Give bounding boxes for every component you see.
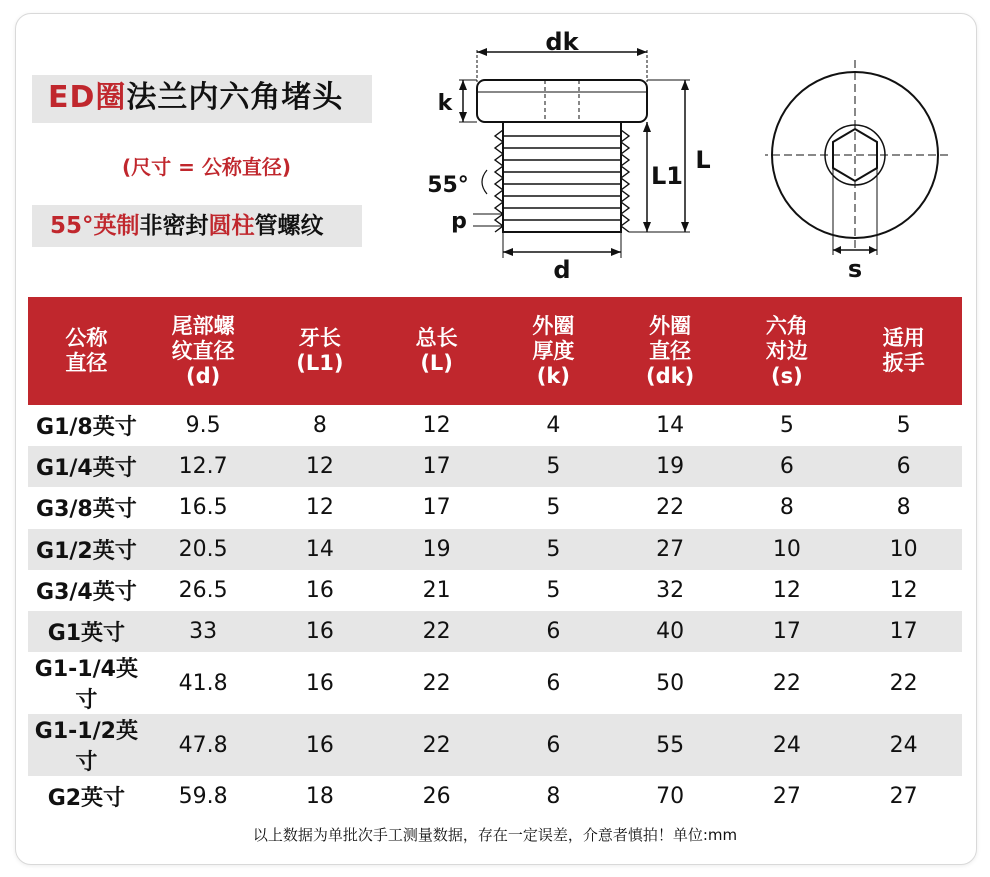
value-cell: 6 [546, 670, 561, 696]
column-header-line: (dk) [646, 363, 695, 388]
size-cell: G1/8英寸 [36, 415, 137, 441]
value-cell: 5 [896, 413, 911, 439]
value-cell: 4 [546, 413, 561, 439]
value-cell: 17 [422, 495, 451, 521]
thread-standard: 55°英制 [50, 213, 140, 239]
thread-form: 圆柱 [208, 213, 255, 239]
value-cell: 12 [889, 577, 918, 603]
value-cell: 50 [656, 670, 685, 696]
value-cell: 22 [889, 670, 918, 696]
title-rest: 法兰内六角堵头 [126, 80, 344, 115]
value-cell: 6 [495, 611, 612, 652]
column-header-line: 扳手 [882, 351, 925, 375]
product-title [48, 78, 343, 118]
value-cell: 22 [378, 611, 495, 652]
d-label: d [553, 256, 571, 284]
value-cell: 22 [378, 714, 495, 776]
value-cell: 12 [772, 577, 801, 603]
angle-label: 55° [427, 173, 469, 198]
value-cell: 24 [845, 714, 962, 776]
table-row [28, 652, 962, 714]
size-cell: G2英寸 [47, 786, 126, 812]
column-header-line: 公称 [65, 326, 108, 350]
value-cell: 22 [422, 670, 451, 696]
value-cell: 27 [772, 784, 801, 810]
column-header [729, 297, 846, 405]
value-cell: 12 [422, 413, 451, 439]
value-cell: 47.8 [145, 714, 262, 776]
column-header-line: (s) [771, 363, 803, 388]
value-cell: 22 [772, 670, 801, 696]
s-label: s [847, 255, 863, 283]
value-cell: 14 [262, 529, 379, 570]
column-header-line: 直径 [65, 351, 108, 375]
value-cell: 22 [656, 495, 685, 521]
column-header [378, 297, 495, 405]
value-cell: 17 [378, 446, 495, 487]
value-cell: 6 [845, 446, 962, 487]
value-cell: 14 [656, 413, 685, 439]
value-cell: 17 [729, 611, 846, 652]
value-cell: 26 [422, 784, 451, 810]
top-view-diagram [765, 55, 965, 285]
value-cell: 8 [312, 413, 327, 439]
value-cell: 6 [495, 714, 612, 776]
column-header-line: 纹直径 [171, 338, 235, 363]
column-header-line: 尾部螺 [171, 313, 235, 338]
column-header [28, 297, 145, 405]
thread-type: 管螺纹 [254, 213, 324, 239]
column-header [495, 297, 612, 405]
column-header-line: 厚度 [532, 338, 575, 363]
value-cell: 26.5 [178, 577, 228, 603]
value-cell: 18 [305, 784, 334, 810]
size-cell: G1-1/4英寸 [34, 657, 138, 714]
value-cell: 16.5 [178, 495, 228, 521]
value-cell: 32 [656, 577, 685, 603]
value-cell: 12 [262, 446, 379, 487]
value-cell: 5 [546, 495, 561, 521]
k-label: k [437, 91, 453, 116]
value-cell: 19 [612, 446, 729, 487]
table-header-row [28, 297, 962, 405]
column-header [612, 297, 729, 405]
value-cell: 9.5 [185, 413, 221, 439]
thread-seal: 非密封 [139, 213, 209, 239]
footer-note: 以上数据为单批次手工测量数据，存在一定误差，介意者慎拍！单位:mm [252, 826, 738, 844]
table-row [28, 446, 962, 487]
column-header-line: 总长 [415, 326, 458, 350]
column-header-line: 对边 [765, 338, 808, 363]
value-cell: 41.8 [178, 670, 228, 696]
size-note: (尺寸 = 公称直径) [122, 155, 291, 179]
value-cell: 5 [779, 413, 794, 439]
value-cell: 12 [305, 495, 334, 521]
value-cell: 8 [546, 784, 561, 810]
column-header [145, 297, 262, 405]
size-cell: G3/8英寸 [36, 497, 137, 523]
column-header-line: (k) [536, 363, 570, 388]
p-label: p [451, 209, 467, 234]
dk-label: dk [545, 28, 579, 56]
table-row [28, 776, 962, 817]
size-cell: G1/4英寸 [28, 446, 145, 487]
title-prefix: ED圈 [48, 80, 127, 115]
column-header-line: 六角 [765, 313, 808, 338]
column-header-line: 直径 [649, 338, 692, 363]
thread-description [50, 210, 324, 242]
table-body [28, 405, 962, 817]
value-cell: 5 [495, 446, 612, 487]
table-row [28, 714, 962, 776]
column-header-line: (L1) [296, 351, 344, 375]
value-cell: 8 [779, 495, 794, 521]
size-cell: G3/4英寸 [36, 579, 137, 605]
size-cell: G1/2英寸 [28, 529, 145, 570]
value-cell: 16 [305, 670, 334, 696]
column-header [845, 297, 962, 405]
table-row [28, 405, 962, 446]
value-cell: 33 [145, 611, 262, 652]
table-row [28, 529, 962, 570]
value-cell: 21 [422, 577, 451, 603]
column-header-line: 外圈 [649, 313, 692, 338]
table-row [28, 611, 962, 652]
size-cell: G1-1/2英寸 [28, 714, 145, 776]
value-cell: 5 [546, 577, 561, 603]
column-header-line: 外圈 [532, 313, 575, 338]
value-cell: 19 [378, 529, 495, 570]
value-cell: 16 [262, 611, 379, 652]
value-cell: 8 [896, 495, 911, 521]
column-header-line: 牙长 [298, 326, 341, 350]
value-cell: 16 [262, 714, 379, 776]
value-cell: 20.5 [145, 529, 262, 570]
side-view-diagram [415, 20, 715, 290]
value-cell: 10 [729, 529, 846, 570]
column-header-line: (L) [420, 351, 453, 375]
table-row [28, 570, 962, 611]
L1-label: L1 [651, 162, 683, 190]
dimension-table [28, 297, 962, 817]
value-cell: 12.7 [145, 446, 262, 487]
value-cell: 24 [729, 714, 846, 776]
table-row [28, 487, 962, 528]
value-cell: 55 [612, 714, 729, 776]
value-cell: 27 [612, 529, 729, 570]
column-header-line: 适用 [882, 326, 925, 350]
column-header [262, 297, 379, 405]
column-header-line: (d) [186, 363, 221, 388]
value-cell: 40 [612, 611, 729, 652]
value-cell: 6 [729, 446, 846, 487]
value-cell: 16 [305, 577, 334, 603]
value-cell: 59.8 [178, 784, 228, 810]
value-cell: 10 [845, 529, 962, 570]
value-cell: 17 [845, 611, 962, 652]
size-cell: G1英寸 [28, 611, 145, 652]
value-cell: 5 [495, 529, 612, 570]
value-cell: 27 [889, 784, 918, 810]
L-label: L [695, 146, 711, 174]
value-cell: 70 [656, 784, 685, 810]
